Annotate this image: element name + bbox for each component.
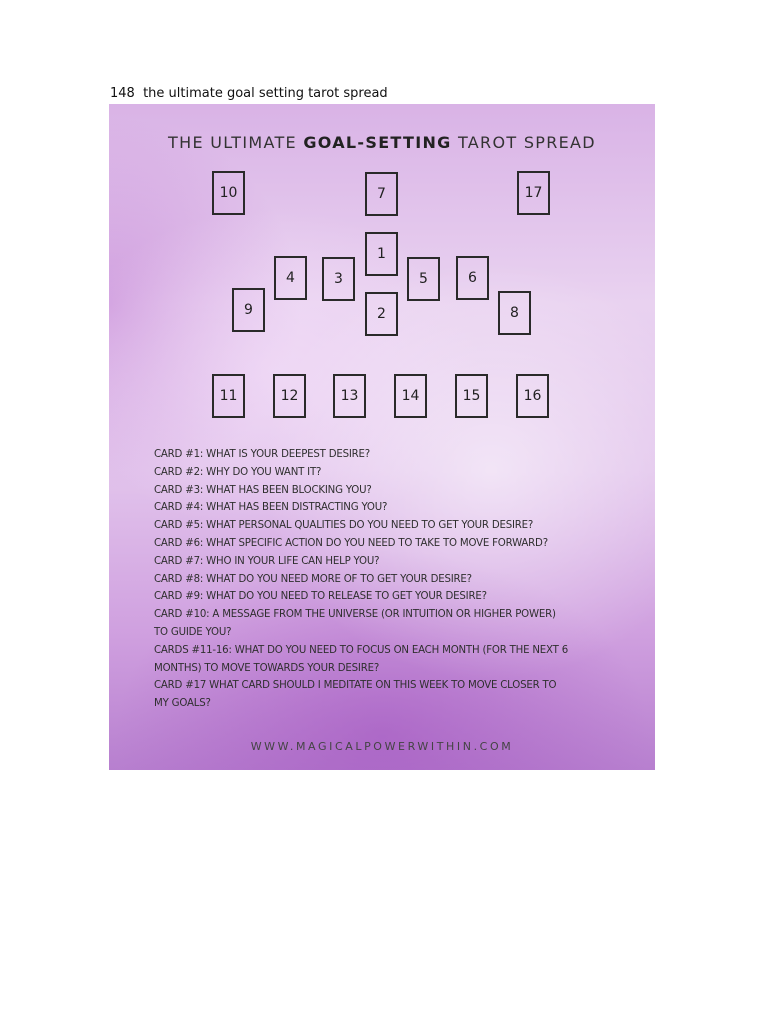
question-line: CARD #9: WHAT DO YOU NEED TO RELEASE TO GET YOUR DESIRE?	[154, 591, 487, 603]
tarot-spread-poster	[109, 104, 655, 770]
card-position-1: 1	[365, 232, 398, 276]
card-position-17: 17	[517, 171, 550, 215]
question-line: CARD #7: WHO IN YOUR LIFE CAN HELP YOU?	[154, 555, 380, 567]
card-position-10: 10	[212, 171, 245, 215]
question-line: CARD #17 WHAT CARD SHOULD I MEDITATE ON THIS WEEK TO MOVE CLOSER TO	[154, 680, 557, 692]
card-position-7: 7	[365, 172, 398, 216]
question-line: CARD #5: WHAT PERSONAL QUALITIES DO YOU NEED TO GET YOUR DESIRE?	[154, 520, 534, 532]
card-position-15: 15	[455, 374, 488, 418]
question-line: CARD #3: WHAT HAS BEEN BLOCKING YOU?	[154, 484, 372, 496]
poster-title	[109, 133, 655, 152]
question-line: CARD #4: WHAT HAS BEEN DISTRACTING YOU?	[154, 502, 388, 514]
question-line: TO GUIDE YOU?	[154, 626, 232, 638]
question-line: CARDS #11-16: WHAT DO YOU NEED TO FOCUS ON EACH MONTH (FOR THE NEXT 6	[154, 644, 568, 656]
title-bold: GOAL-SETTING	[303, 133, 452, 152]
card-position-13: 13	[333, 374, 366, 418]
card-position-2: 2	[365, 292, 398, 336]
question-line: CARD #2: WHY DO YOU WANT IT?	[154, 466, 322, 478]
card-position-11: 11	[212, 374, 245, 418]
card-position-16: 16	[516, 374, 549, 418]
card-position-3: 3	[322, 257, 355, 301]
title-prefix: THE ULTIMATE	[168, 133, 304, 152]
card-position-5: 5	[407, 257, 440, 301]
document-caption: 148 the ultimate goal setting tarot spread	[110, 86, 388, 101]
card-questions-list	[154, 446, 624, 713]
card-position-4: 4	[274, 256, 307, 300]
question-line: CARD #10: A MESSAGE FROM THE UNIVERSE (OR INTUITION OR HIGHER POWER)	[154, 609, 556, 621]
question-line: CARD #6: WHAT SPECIFIC ACTION DO YOU NEED TO TAKE TO MOVE FORWARD?	[154, 537, 548, 549]
question-line: MY GOALS?	[154, 698, 211, 710]
question-line: CARD #1: WHAT IS YOUR DEEPEST DESIRE?	[154, 449, 370, 460]
card-position-9: 9	[232, 288, 265, 332]
card-position-6: 6	[456, 256, 489, 300]
card-position-8: 8	[498, 291, 531, 335]
question-line: MONTHS) TO MOVE TOWARDS YOUR DESIRE?	[154, 662, 380, 674]
question-line: CARD #8: WHAT DO YOU NEED MORE OF TO GET YOUR DESIRE?	[154, 573, 472, 585]
card-position-14: 14	[394, 374, 427, 418]
title-suffix: TAROT SPREAD	[451, 133, 596, 152]
card-position-12: 12	[273, 374, 306, 418]
website-url: WWW.MAGICALPOWERWITHIN.COM	[250, 740, 514, 753]
